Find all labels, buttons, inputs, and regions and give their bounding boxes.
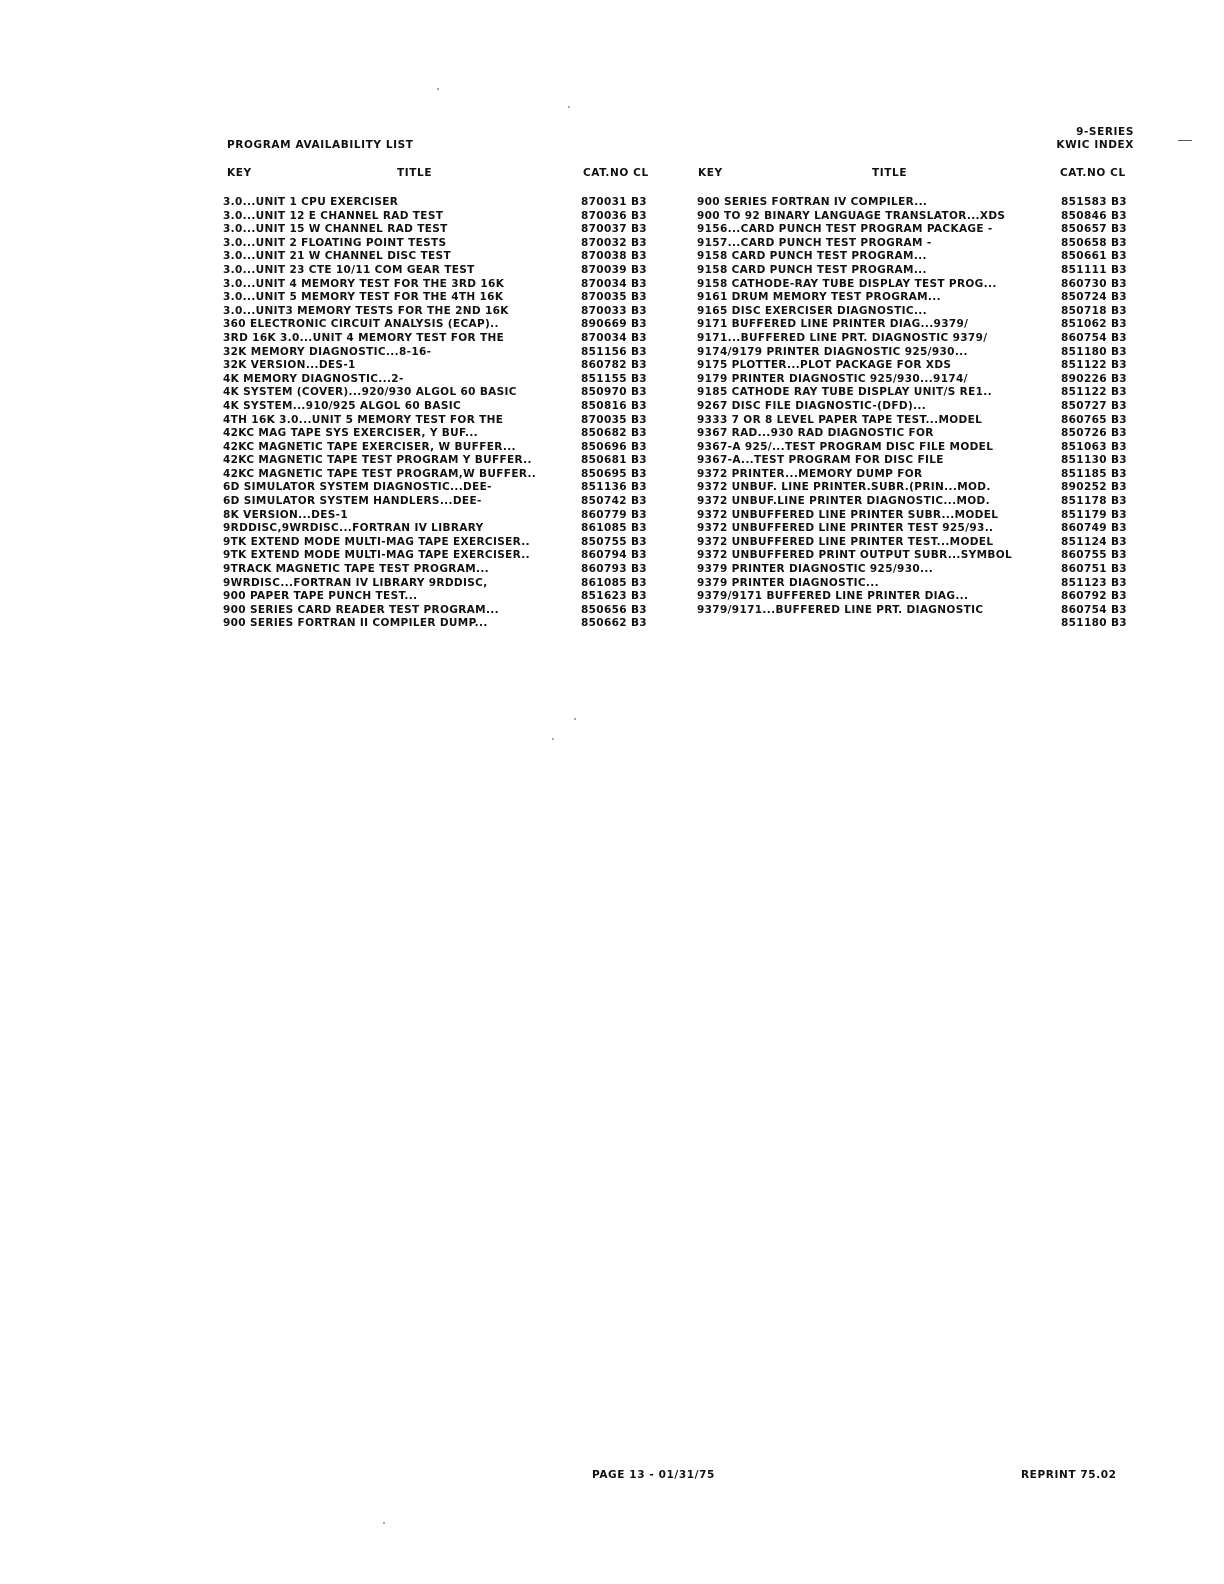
entry-title: 9179 PRINTER DIAGNOSTIC 925/930...9174/ (697, 372, 968, 385)
left-entry-row (223, 577, 663, 591)
right-entry-row (697, 468, 1137, 482)
right-entry-row (697, 522, 1137, 536)
right-entry-row (697, 509, 1137, 523)
right-entry-row (697, 346, 1137, 360)
entry-title: 9379/9171 BUFFERED LINE PRINTER DIAG... (697, 590, 969, 603)
entry-catno: 861085 B3 (581, 576, 647, 589)
entry-title: 900 PAPER TAPE PUNCH TEST... (223, 590, 418, 603)
left-entry-row (223, 563, 663, 577)
entry-catno: 870033 B3 (581, 304, 647, 317)
right-entry-row (697, 427, 1137, 441)
entry-title: 3RD 16K 3.0...UNIT 4 MEMORY TEST FOR THE (223, 331, 505, 344)
entry-title: 3.0...UNIT 12 E CHANNEL RAD TEST (223, 209, 444, 222)
entry-catno: 851623 B3 (581, 590, 647, 603)
right-entry-row (697, 604, 1137, 618)
entry-catno: 860730 B3 (1061, 277, 1127, 290)
entry-catno: 850727 B3 (1061, 399, 1127, 412)
entry-title: 9158 CARD PUNCH TEST PROGRAM... (697, 263, 927, 276)
entry-title: 3.0...UNIT 15 W CHANNEL RAD TEST (223, 223, 448, 236)
left-entry-row (223, 250, 663, 264)
entry-title: 900 SERIES FORTRAN II COMPILER DUMP... (223, 617, 488, 630)
scan-speck (437, 88, 439, 90)
entry-title: 900 TO 92 BINARY LANGUAGE TRANSLATOR...XDS (697, 209, 1006, 222)
scan-speck (383, 1522, 385, 1524)
entry-catno: 870034 B3 (581, 277, 647, 290)
right-entry-row (697, 332, 1137, 346)
left-entry-row (223, 237, 663, 251)
scan-speck (1178, 140, 1192, 141)
entry-title: 360 ELECTRONIC CIRCUIT ANALYSIS (ECAP).. (223, 318, 499, 331)
left-entry-row (223, 305, 663, 319)
entry-title: 9156...CARD PUNCH TEST PROGRAM PACKAGE - (697, 223, 993, 236)
entry-catno: 850718 B3 (1061, 304, 1127, 317)
entry-catno: 850755 B3 (581, 535, 647, 548)
entry-title: 8K VERSION...DES-1 (223, 508, 349, 521)
left-entry-row (223, 210, 663, 224)
right-entry-row (697, 291, 1137, 305)
entry-title: 9RDDISC,9WRDISC...FORTRAN IV LIBRARY (223, 522, 484, 535)
left-entry-row (223, 522, 663, 536)
right-entry-row (697, 495, 1137, 509)
entry-catno: 860782 B3 (581, 359, 647, 372)
series-label: 9-SERIES (1076, 126, 1134, 138)
right-entry-row (697, 318, 1137, 332)
entry-title: 42KC MAGNETIC TAPE TEST PROGRAM Y BUFFER.. (223, 454, 532, 467)
left-entry-row (223, 536, 663, 550)
entry-title: 9367-A...TEST PROGRAM FOR DISC FILE (697, 454, 944, 467)
right-entry-row (697, 400, 1137, 414)
left-entry-row (223, 481, 663, 495)
entry-catno: 850816 B3 (581, 399, 647, 412)
entry-title: 9174/9179 PRINTER DIAGNOSTIC 925/930... (697, 345, 968, 358)
entry-catno: 870035 B3 (581, 413, 647, 426)
entry-title: 4K SYSTEM (COVER)...920/930 ALGOL 60 BASIC (223, 386, 517, 399)
entry-catno: 890669 B3 (581, 318, 647, 331)
entry-catno: 860749 B3 (1061, 522, 1127, 535)
scan-speck (552, 738, 554, 740)
right-col-key-header: KEY (698, 167, 723, 179)
entry-title: 9267 DISC FILE DIAGNOSTIC-(DFD)... (697, 399, 927, 412)
left-entry-row (223, 414, 663, 428)
left-entry-row (223, 196, 663, 210)
entry-title: 3.0...UNIT 21 W CHANNEL DISC TEST (223, 250, 451, 263)
left-entry-row (223, 346, 663, 360)
entry-catno: 851178 B3 (1061, 495, 1127, 508)
entry-catno: 850661 B3 (1061, 250, 1127, 263)
entry-title: 9175 PLOTTER...PLOT PACKAGE FOR XDS (697, 359, 952, 372)
entry-catno: 851130 B3 (1061, 454, 1127, 467)
entry-title: 9379/9171...BUFFERED LINE PRT. DIAGNOSTIC (697, 603, 984, 616)
right-entry-row (697, 250, 1137, 264)
left-entries-column (223, 196, 663, 631)
entry-title: 9372 PRINTER...MEMORY DUMP FOR (697, 467, 923, 480)
entry-title: 9379 PRINTER DIAGNOSTIC... (697, 576, 879, 589)
entry-title: 4K MEMORY DIAGNOSTIC...2- (223, 372, 404, 385)
left-entry-row (223, 441, 663, 455)
left-entry-row (223, 549, 663, 563)
entry-catno: 850681 B3 (581, 454, 647, 467)
entry-catno: 850970 B3 (581, 386, 647, 399)
entry-title: 6D SIMULATOR SYSTEM HANDLERS...DEE- (223, 495, 482, 508)
reprint-label: REPRINT 75.02 (1021, 1469, 1117, 1481)
entry-catno: 851180 B3 (1061, 345, 1127, 358)
right-col-catno-header: CAT.NO CL (1060, 167, 1126, 179)
entry-catno: 851136 B3 (581, 481, 647, 494)
entry-catno: 870036 B3 (581, 209, 647, 222)
entry-catno: 870032 B3 (581, 236, 647, 249)
entry-catno: 860794 B3 (581, 549, 647, 562)
entry-catno: 850657 B3 (1061, 223, 1127, 236)
right-entry-row (697, 386, 1137, 400)
left-entry-row (223, 359, 663, 373)
entry-title: 9157...CARD PUNCH TEST PROGRAM - (697, 236, 932, 249)
scan-speck (574, 718, 576, 720)
entry-title: 9171 BUFFERED LINE PRINTER DIAG...9379/ (697, 318, 969, 331)
entry-title: 3.0...UNIT 1 CPU EXERCISER (223, 196, 399, 208)
entry-catno: 851179 B3 (1061, 508, 1127, 521)
left-entry-row (223, 509, 663, 523)
entry-catno: 870035 B3 (581, 291, 647, 304)
entry-catno: 870034 B3 (581, 331, 647, 344)
right-entry-row (697, 196, 1137, 210)
right-entry-row (697, 237, 1137, 251)
entry-title: 9372 UNBUFFERED LINE PRINTER TEST...MODEL (697, 535, 994, 548)
entry-title: 6D SIMULATOR SYSTEM DIAGNOSTIC...DEE- (223, 481, 492, 494)
entry-catno: 850846 B3 (1061, 209, 1127, 222)
entry-title: 9171...BUFFERED LINE PRT. DIAGNOSTIC 9379/ (697, 331, 988, 344)
left-entry-row (223, 590, 663, 604)
left-entry-row (223, 386, 663, 400)
right-entry-row (697, 414, 1137, 428)
right-col-title-header: TITLE (872, 167, 908, 179)
right-entry-row (697, 617, 1137, 631)
entry-title: 3.0...UNIT3 MEMORY TESTS FOR THE 2ND 16K (223, 304, 509, 317)
entry-title: 9TK EXTEND MODE MULTI-MAG TAPE EXERCISER.. (223, 549, 530, 562)
list-title: PROGRAM AVAILABILITY LIST (227, 139, 414, 151)
left-col-catno-header: CAT.NO CL (583, 167, 649, 179)
entry-catno: 851063 B3 (1061, 440, 1127, 453)
right-entry-row (697, 373, 1137, 387)
entry-catno: 850726 B3 (1061, 427, 1127, 440)
entry-catno: 890226 B3 (1061, 372, 1127, 385)
entry-title: 42KC MAGNETIC TAPE TEST PROGRAM,W BUFFER.. (223, 467, 537, 480)
entry-catno: 860792 B3 (1061, 590, 1127, 603)
entry-catno: 870037 B3 (581, 223, 647, 236)
right-entry-row (697, 264, 1137, 278)
entry-catno: 890252 B3 (1061, 481, 1127, 494)
entry-catno: 851122 B3 (1061, 359, 1127, 372)
entry-title: 3.0...UNIT 4 MEMORY TEST FOR THE 3RD 16K (223, 277, 505, 290)
right-entry-row (697, 305, 1137, 319)
right-entry-row (697, 577, 1137, 591)
entry-title: 900 SERIES FORTRAN IV COMPILER... (697, 196, 928, 208)
left-entry-row (223, 318, 663, 332)
entry-title: 42KC MAG TAPE SYS EXERCISER, Y BUF... (223, 427, 478, 440)
entry-title: 9372 UNBUFFERED LINE PRINTER SUBR...MODEL (697, 508, 999, 521)
entry-title: 9372 UNBUF.LINE PRINTER DIAGNOSTIC...MOD. (697, 495, 990, 508)
entry-title: 32K VERSION...DES-1 (223, 359, 356, 372)
index-label: KWIC INDEX (1056, 139, 1134, 151)
right-entry-row (697, 481, 1137, 495)
entry-catno: 850682 B3 (581, 427, 647, 440)
entry-title: 9TK EXTEND MODE MULTI-MAG TAPE EXERCISER.. (223, 535, 530, 548)
entry-catno: 861085 B3 (581, 522, 647, 535)
left-entry-row (223, 278, 663, 292)
entry-title: 3.0...UNIT 2 FLOATING POINT TESTS (223, 236, 447, 249)
entry-catno: 850658 B3 (1061, 236, 1127, 249)
left-entry-row (223, 468, 663, 482)
left-col-title-header: TITLE (397, 167, 433, 179)
entry-title: 900 SERIES CARD READER TEST PROGRAM... (223, 603, 499, 616)
left-entry-row (223, 400, 663, 414)
entry-title: 9372 UNBUFFERED LINE PRINTER TEST 925/93.. (697, 522, 994, 535)
entry-title: 9367 RAD...930 RAD DIAGNOSTIC FOR (697, 427, 934, 440)
entry-title: 9WRDISC...FORTRAN IV LIBRARY 9RDDISC, (223, 576, 488, 589)
right-entry-row (697, 590, 1137, 604)
entry-title: 9158 CARD PUNCH TEST PROGRAM... (697, 250, 927, 263)
right-entry-row (697, 549, 1137, 563)
left-entry-row (223, 373, 663, 387)
entry-catno: 860765 B3 (1061, 413, 1127, 426)
left-entry-row (223, 264, 663, 278)
entry-catno: 851122 B3 (1061, 386, 1127, 399)
entry-catno: 870031 B3 (581, 196, 647, 208)
entry-catno: 860755 B3 (1061, 549, 1127, 562)
entry-title: 3.0...UNIT 23 CTE 10/11 COM GEAR TEST (223, 263, 475, 276)
entry-title: 9372 UNBUFFERED PRINT OUTPUT SUBR...SYMBOL (697, 549, 1013, 562)
left-entry-row (223, 617, 663, 631)
entry-catno: 860793 B3 (581, 563, 647, 576)
left-entry-row (223, 332, 663, 346)
right-entries-column (697, 196, 1137, 631)
entry-catno: 860779 B3 (581, 508, 647, 521)
entry-catno: 870039 B3 (581, 263, 647, 276)
right-entry-row (697, 536, 1137, 550)
entry-title: 9367-A 925/...TEST PROGRAM DISC FILE MODEL (697, 440, 994, 453)
entry-title: 9TRACK MAGNETIC TAPE TEST PROGRAM... (223, 563, 490, 576)
left-entry-row (223, 223, 663, 237)
entry-title: 9161 DRUM MEMORY TEST PROGRAM... (697, 291, 941, 304)
entry-title: 3.0...UNIT 5 MEMORY TEST FOR THE 4TH 16K (223, 291, 504, 304)
left-entry-row (223, 427, 663, 441)
entry-catno: 851124 B3 (1061, 535, 1127, 548)
scan-speck (568, 106, 570, 108)
right-entry-row (697, 441, 1137, 455)
entry-title: 9372 UNBUF. LINE PRINTER.SUBR.(PRIN...MOD. (697, 481, 991, 494)
entry-catno: 851062 B3 (1061, 318, 1127, 331)
entry-title: 9165 DISC EXERCISER DIAGNOSTIC... (697, 304, 927, 317)
entry-title: 4TH 16K 3.0...UNIT 5 MEMORY TEST FOR THE (223, 413, 504, 426)
entry-catno: 851180 B3 (1061, 617, 1127, 630)
right-entry-row (697, 278, 1137, 292)
left-entry-row (223, 495, 663, 509)
left-entry-row (223, 454, 663, 468)
right-entry-row (697, 223, 1137, 237)
right-entry-row (697, 454, 1137, 468)
entry-catno: 850656 B3 (581, 603, 647, 616)
right-entry-row (697, 563, 1137, 577)
entry-catno: 860751 B3 (1061, 563, 1127, 576)
entry-title: 42KC MAGNETIC TAPE EXERCISER, W BUFFER... (223, 440, 516, 453)
entry-catno: 851111 B3 (1061, 263, 1127, 276)
left-entry-row (223, 291, 663, 305)
entry-catno: 860754 B3 (1061, 331, 1127, 344)
entry-catno: 850662 B3 (581, 617, 647, 630)
entry-catno: 850695 B3 (581, 467, 647, 480)
entry-catno: 851123 B3 (1061, 576, 1127, 589)
entry-title: 4K SYSTEM...910/925 ALGOL 60 BASIC (223, 399, 462, 412)
entry-catno: 850696 B3 (581, 440, 647, 453)
page-footer: PAGE 13 - 01/31/75 (592, 1469, 715, 1481)
entry-catno: 851185 B3 (1061, 467, 1127, 480)
entry-catno: 851583 B3 (1061, 196, 1127, 208)
entry-catno: 870038 B3 (581, 250, 647, 263)
entry-title: 9158 CATHODE-RAY TUBE DISPLAY TEST PROG... (697, 277, 997, 290)
entry-title: 9333 7 OR 8 LEVEL PAPER TAPE TEST...MODEL (697, 413, 983, 426)
entry-catno: 850742 B3 (581, 495, 647, 508)
right-entry-row (697, 359, 1137, 373)
entry-title: 32K MEMORY DIAGNOSTIC...8-16- (223, 345, 432, 358)
right-entry-row (697, 210, 1137, 224)
left-entry-row (223, 604, 663, 618)
entry-title: 9185 CATHODE RAY TUBE DISPLAY UNIT/S RE1.. (697, 386, 992, 399)
entry-catno: 851155 B3 (581, 372, 647, 385)
entry-catno: 850724 B3 (1061, 291, 1127, 304)
entry-title: 9379 PRINTER DIAGNOSTIC 925/930... (697, 563, 934, 576)
entry-catno: 851156 B3 (581, 345, 647, 358)
entry-catno: 860754 B3 (1061, 603, 1127, 616)
left-col-key-header: KEY (227, 167, 252, 179)
